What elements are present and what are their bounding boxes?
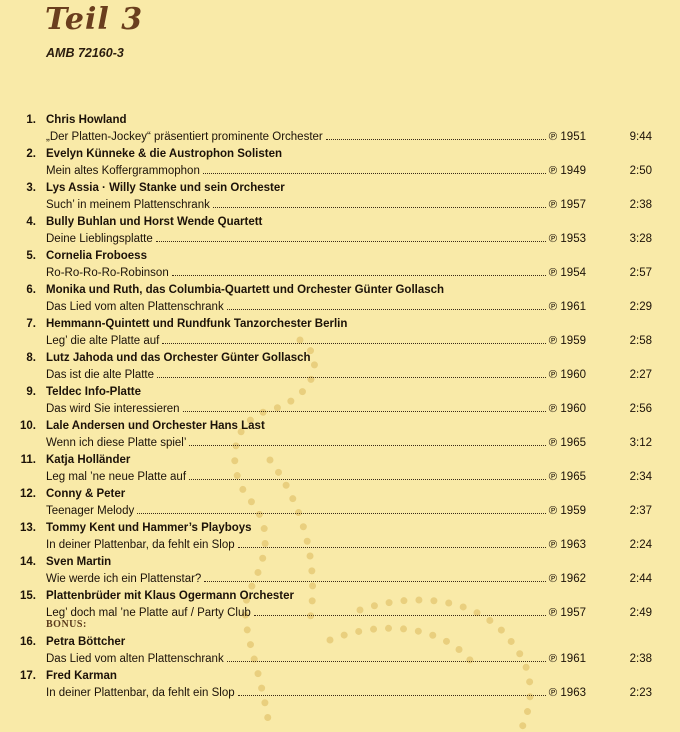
track-row (0, 384, 680, 418)
track-artist: Teldec Info-Platte (46, 386, 141, 398)
track-title: Leg’ die alte Platte auf (46, 335, 160, 347)
track-row (0, 452, 680, 486)
track-duration: 9:44 (629, 131, 652, 143)
track-row (0, 668, 680, 702)
track-year: ℗ 1951 (548, 131, 586, 143)
track-artist: Evelyn Künneke & die Austrophon Solisten (46, 148, 282, 160)
track-number: 2. (26, 148, 36, 160)
track-row (0, 180, 680, 214)
track-row (0, 316, 680, 350)
track-number: 5. (26, 250, 36, 262)
track-number: 1. (26, 114, 36, 126)
track-number: 8. (26, 352, 36, 364)
track-title: Ro-Ro-Ro-Ro-Robinson (46, 267, 169, 279)
track-title: Teenager Melody (46, 505, 135, 517)
track-number: 9. (26, 386, 36, 398)
track-duration: 2:27 (629, 369, 652, 381)
track-number: 15. (20, 590, 36, 602)
track-row (0, 634, 680, 668)
track-year: ℗ 1949 (548, 165, 586, 177)
track-year: ℗ 1960 (548, 369, 586, 381)
track-artist: Lys Assia · Willy Stanke und sein Orchester (46, 182, 285, 194)
dot-leader (227, 308, 546, 310)
track-row (0, 146, 680, 180)
track-list (0, 112, 680, 702)
track-artist: Petra Böttcher (46, 636, 126, 648)
track-number: 13. (20, 522, 36, 534)
track-artist: Plattenbrüder mit Klaus Ogermann Orchester (46, 590, 294, 602)
catalog-number: AMB 72160-3 (46, 46, 124, 60)
dot-leader (238, 694, 546, 696)
track-title: Das Lied vom alten Plattenschrank (46, 653, 224, 665)
track-artist: Hemmann-Quintett und Rundfunk Tanzorchester Berlin (46, 318, 348, 330)
track-title: „Der Platten-Jockey“ präsentiert prominente Orchester (46, 131, 323, 143)
track-row (0, 350, 680, 384)
track-artist: Katja Holländer (46, 454, 131, 466)
track-year: ℗ 1960 (548, 403, 586, 415)
track-artist: Tommy Kent und Hammer’s Playboys (46, 522, 252, 534)
track-number: 6. (26, 284, 36, 296)
track-row (0, 588, 680, 622)
track-year: ℗ 1963 (548, 539, 586, 551)
track-duration: 2:49 (629, 607, 652, 619)
track-artist: Chris Howland (46, 114, 127, 126)
dot-leader (204, 580, 545, 582)
dot-leader (213, 206, 546, 208)
dot-leader (189, 478, 546, 480)
track-row (0, 486, 680, 520)
dot-leader (172, 274, 546, 276)
dot-leader (137, 512, 546, 514)
track-artist: Lutz Jahoda und das Orchester Günter Gollasch (46, 352, 311, 364)
track-duration: 2:58 (629, 335, 652, 347)
track-duration: 2:56 (629, 403, 652, 415)
track-row (0, 520, 680, 554)
track-number: 10. (20, 420, 36, 432)
track-duration: 2:34 (629, 471, 652, 483)
track-year: ℗ 1963 (548, 687, 586, 699)
track-artist: Bully Buhlan und Horst Wende Quartett (46, 216, 263, 228)
bonus-label: BONUS: (46, 619, 87, 630)
track-duration: 2:38 (629, 199, 652, 211)
track-artist: Cornelia Froboess (46, 250, 147, 262)
track-title: In deiner Plattenbar, da fehlt ein Slop (46, 539, 235, 551)
track-number: 7. (26, 318, 36, 330)
track-year: ℗ 1959 (548, 505, 586, 517)
track-year: ℗ 1961 (548, 301, 586, 313)
track-artist: Monika und Ruth, das Columbia-Quartett und Orchester Günter Gollasch (46, 284, 445, 296)
track-title: In deiner Plattenbar, da fehlt ein Slop (46, 687, 235, 699)
track-number: 4. (26, 216, 36, 228)
track-year: ℗ 1962 (548, 573, 586, 585)
track-duration: 2:23 (629, 687, 652, 699)
track-duration: 2:24 (629, 539, 652, 551)
track-duration: 2:37 (629, 505, 652, 517)
track-duration: 2:57 (629, 267, 652, 279)
dot-leader (183, 410, 546, 412)
track-year: ℗ 1957 (548, 607, 586, 619)
dot-leader (227, 660, 546, 662)
track-artist: Lale Andersen und Orchester Hans Last (46, 420, 265, 432)
track-artist: Sven Martin (46, 556, 112, 568)
track-duration: 2:38 (629, 653, 652, 665)
track-duration: 2:50 (629, 165, 652, 177)
dot-leader (326, 138, 546, 140)
track-duration: 2:44 (629, 573, 652, 585)
dot-leader (156, 240, 546, 242)
track-artist: Conny & Peter (46, 488, 126, 500)
dot-leader (238, 546, 546, 548)
track-title: Das ist die alte Platte (46, 369, 155, 381)
track-duration: 3:12 (629, 437, 652, 449)
track-year: ℗ 1965 (548, 471, 586, 483)
track-title: Leg mal ’ne neue Platte auf (46, 471, 187, 483)
dot-leader (254, 614, 546, 616)
track-title: Deine Lieblingsplatte (46, 233, 153, 245)
track-year: ℗ 1957 (548, 199, 586, 211)
track-duration: 2:29 (629, 301, 652, 313)
track-duration: 3:28 (629, 233, 652, 245)
dot-leader (203, 172, 546, 174)
track-number: 11. (20, 454, 36, 466)
track-title: Das wird Sie interessieren (46, 403, 180, 415)
track-title: Das Lied vom alten Plattenschrank (46, 301, 224, 313)
dot-leader (157, 376, 546, 378)
track-number: 12. (20, 488, 36, 500)
track-row (0, 248, 680, 282)
track-row (0, 418, 680, 452)
track-number: 3. (26, 182, 36, 194)
track-row (0, 554, 680, 588)
track-year: ℗ 1961 (548, 653, 586, 665)
dot-leader (189, 444, 545, 446)
track-year: ℗ 1953 (548, 233, 586, 245)
track-year: ℗ 1954 (548, 267, 586, 279)
track-title: Wenn ich diese Platte spiel’ (46, 437, 187, 449)
track-number: 16. (20, 636, 36, 648)
track-number: 17. (20, 670, 36, 682)
track-row (0, 282, 680, 316)
dot-leader (162, 342, 545, 344)
track-row (0, 214, 680, 248)
track-year: ℗ 1959 (548, 335, 586, 347)
track-title: Such’ in meinem Plattenschrank (46, 199, 210, 211)
track-artist: Fred Karman (46, 670, 117, 682)
page-title: Teil 3 (45, 2, 144, 37)
track-row (0, 112, 680, 146)
track-title: Mein altes Koffergrammophon (46, 165, 200, 177)
track-title: Wie werde ich ein Plattenstar? (46, 573, 202, 585)
track-title: Leg’ doch mal ’ne Platte auf / Party Club (46, 607, 251, 619)
track-year: ℗ 1965 (548, 437, 586, 449)
track-number: 14. (20, 556, 36, 568)
